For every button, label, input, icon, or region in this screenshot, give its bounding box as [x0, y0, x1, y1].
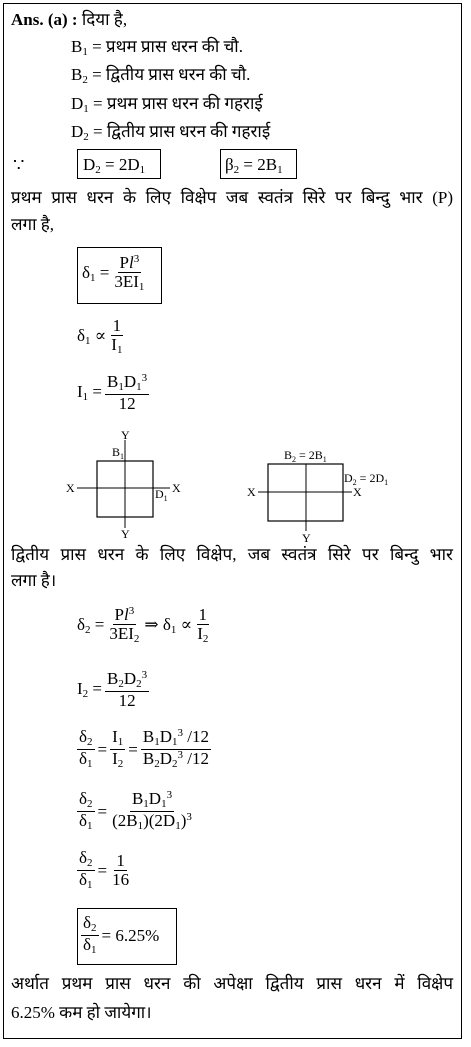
svg-text:X: X	[247, 485, 256, 499]
width-relation-box	[220, 149, 297, 179]
svg-text:X: X	[353, 485, 362, 499]
svg-text:B1: $B_1$	[112, 445, 125, 461]
delta1-formula-box	[77, 247, 162, 304]
answer-header	[11, 11, 127, 28]
svg-text:Y: Y	[121, 428, 130, 442]
svg-text:Y: Y	[121, 527, 130, 540]
given-intro: दिया है,	[81, 10, 128, 29]
answer-label: Ans. (a) :	[11, 10, 78, 29]
section-diagram-2	[240, 446, 400, 544]
result-value: = 6.25%	[101, 925, 160, 945]
ratio-step-1: $\frac{\delta_2}{\delta_1}$ = $\frac{I_1}{I_2}$ = $\frac{B_1D_1^3 /12}{B_2D_2^3 /12}$	[79, 727, 209, 770]
svg-text:X: X	[172, 481, 181, 495]
ratio-step-2: $\frac{\delta_2}{\delta_1}$ = $\frac{B_1D_1^3}{(2B_1)(2D_1)^3}$	[79, 789, 192, 832]
delta2-formula: $\delta_2$ = $\frac{Pl^3}{3EI_2}$ ⇒ $\delta_1$ ∝ $\frac{1}{I_2}$	[77, 605, 209, 645]
ratio-step-3: $\frac{\delta_2}{\delta_1}$ = $\frac{1}{16}$	[79, 848, 130, 891]
final-line1: अर्थात प्रथम प्रास धरन की अपेक्षा द्वितीय प्रास धरन में विक्षेप	[11, 974, 453, 993]
depth-relation: $D_2 = 2D_1$	[83, 155, 146, 176]
section-diagram-1	[60, 428, 200, 540]
given-b2: $B_2$ = द्वितीय प्रास धरन की चौ.	[71, 65, 251, 86]
i2-formula: $I_2$ = $\frac{B_2D_2^3}{12}$	[77, 669, 148, 710]
delta1-proportional: $\delta_1$ ∝ $\frac{1}{I_1}$	[77, 316, 123, 356]
svg-text:B2 = 2B1: $B_2 = 2B_1$	[284, 448, 327, 464]
given-d2: $D_2$ = द्वितीय प्रास धरन की गहराई	[71, 122, 271, 143]
svg-text:D2 = 2D1: $D_2 = 2D_1$	[344, 471, 389, 487]
para2-line1: द्वितीय प्रास धरन के लिए विक्षेप, जब स्वतंत्र सिरे पर बिन्दु भार	[11, 545, 453, 564]
result-formula: $\frac{\delta_2}{\delta_1}$ = 6.25%	[83, 913, 160, 956]
delta1-formula: $\delta_1$ = $\frac{Pl^3}{3EI_1}$	[82, 253, 145, 293]
depth-relation-box	[77, 149, 161, 179]
para1-line2: लगा है,	[11, 215, 55, 234]
since-symbol: ∵	[13, 155, 25, 175]
final-line2: 6.25% कम हो जायेगा।	[11, 1003, 152, 1022]
svg-text:Y: Y	[302, 531, 311, 544]
given-b1: $B_1$ = प्रथम प्रास धरन की चौ.	[71, 37, 243, 58]
given-d1: $D_1$ = प्रथम प्रास धरन की गहराई	[71, 94, 263, 115]
para2-line2: लगा है।	[11, 571, 57, 590]
svg-text:D1: $D_1$	[155, 487, 168, 503]
result-box	[77, 908, 177, 965]
para1-line1: प्रथम प्रास धरन के लिए विक्षेप जब स्वतंत्र सिरे पर बिन्दु भार (P)	[11, 188, 453, 207]
width-relation: $\beta_2 = 2B_1$	[225, 155, 283, 176]
i1-formula: $I_1$ = $\frac{B_1D_1^3}{12}$	[77, 372, 148, 413]
svg-text:X: X	[66, 481, 75, 495]
